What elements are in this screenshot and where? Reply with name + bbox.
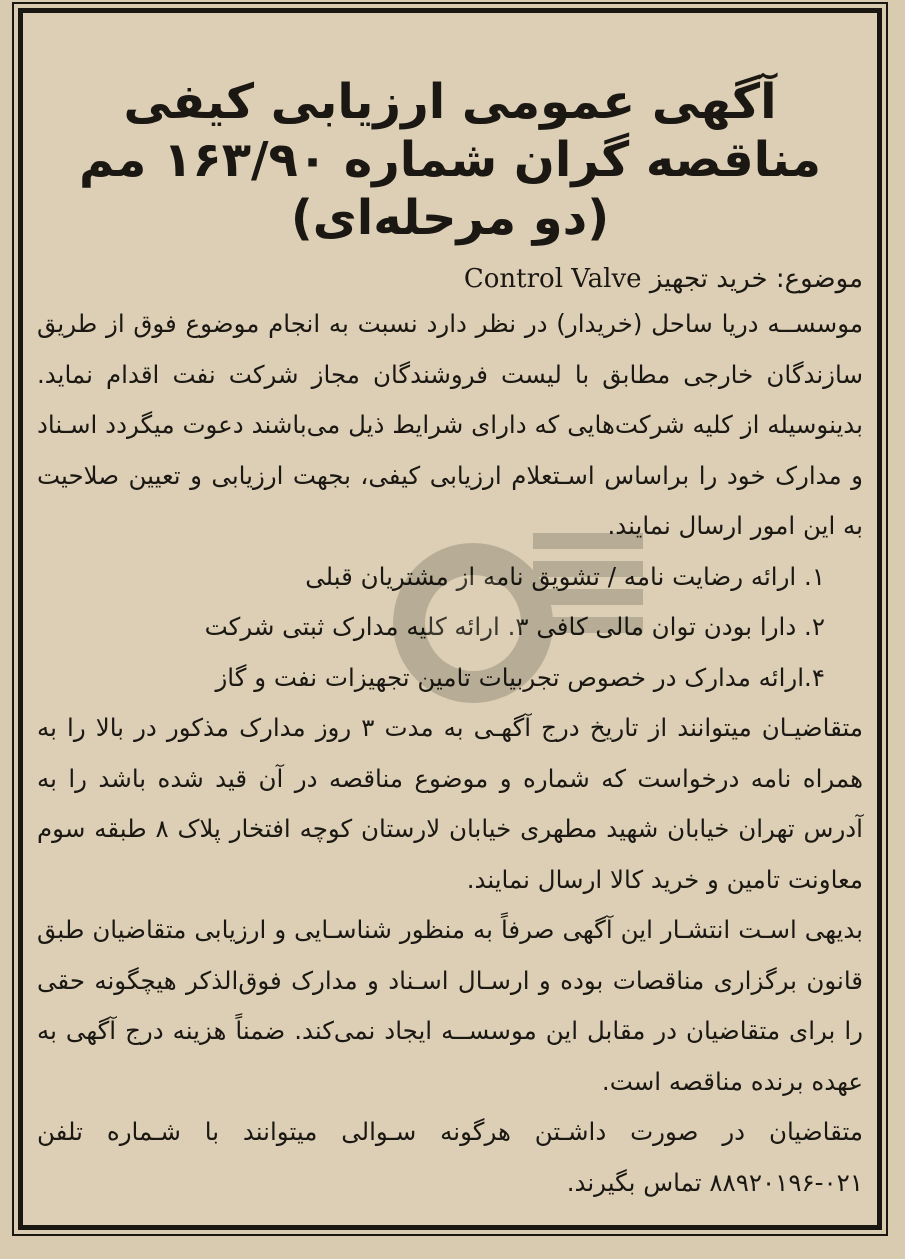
condition-item: ۲. دارا بودن توان مالی کافی ۳. ارائه کلیه مدارک ثبتی شرکت [204, 612, 825, 641]
subject-label: موضوع: خرید تجهیز [649, 264, 863, 294]
title-line-2: مناقصه گران شماره ۱۶۳/۹۰ مم [79, 132, 821, 188]
title-line-1: آگهی عمومی ارزیابی کیفی [123, 74, 777, 130]
intro-paragraph: موسســه دریا ساحل (خریدار) در نظر دارد نسبت به انجام موضوع فوق از طریق سازندگان خارجی مطابق با لیست فروشندگان مجاز شرکت نفت اقدام نماید. بدینوسیله از کلیه شرکت‌هایی که دارای شرایط ذیل می‌باشند دعوت میگردد اسـناد و مدارک خود را براساس اسـتعلام ارزیابی کیفی، بجهت ارزیابی و تعیین صلاحیت به این امور ارسال نمایند. [37, 309, 863, 540]
disclaimer-paragraph: بدیهی اسـت انتشـار این آگهی صرفاً به منظور شناسـایی و ارزیابی متقاضیان طبق قانون برگزاری مناقصات بوده و ارسـال اسـناد و مدارک فوق‌الذکر هیچگونه حقی را برای متقاضیان در مقابل این موسســه ایجاد نمی‌کند. ضمناً هزینه درج آگهی به عهده برنده مناقصه است. [37, 915, 863, 1096]
conditions-list [37, 552, 863, 704]
contact-paragraph: متقاضیان در صورت داشـتن هرگونه سـوالی میتوانند با شـماره تلفن ۰۲۱-۸۸۹۲۰۱۹۶ تماس بگیرند. [37, 1117, 863, 1197]
condition-item: ۴.ارائه مدارک در خصوص تجربیات تامین تجهیزات نفت و گاز [215, 662, 825, 692]
subject-line [37, 259, 863, 299]
notice-content [37, 73, 863, 1215]
title-line-3: (دو مرحله‌ای) [290, 190, 610, 246]
submission-paragraph: متقاضیـان میتوانند از تاریخ درج آگهـی به مدت ۳ روز مدارک مذکور در بالا را به همراه نامه درخواست که شماره و موضوع مناقصه در آن قید شده باشد را به آدرس تهران خیابان شهید مطهری خیابان لارستان کوچه افتخار پلاک ۸ طبقه سوم معاونت تامین و خرید کالا ارسال نمایند. [37, 713, 863, 894]
subject-equipment: Control Valve [463, 264, 642, 294]
notice-title [37, 73, 863, 247]
notice-frame [18, 8, 882, 1230]
condition-item: ۱. ارائه رضایت نامه / تشویق نامه از مشتریان قبلی [305, 561, 825, 591]
